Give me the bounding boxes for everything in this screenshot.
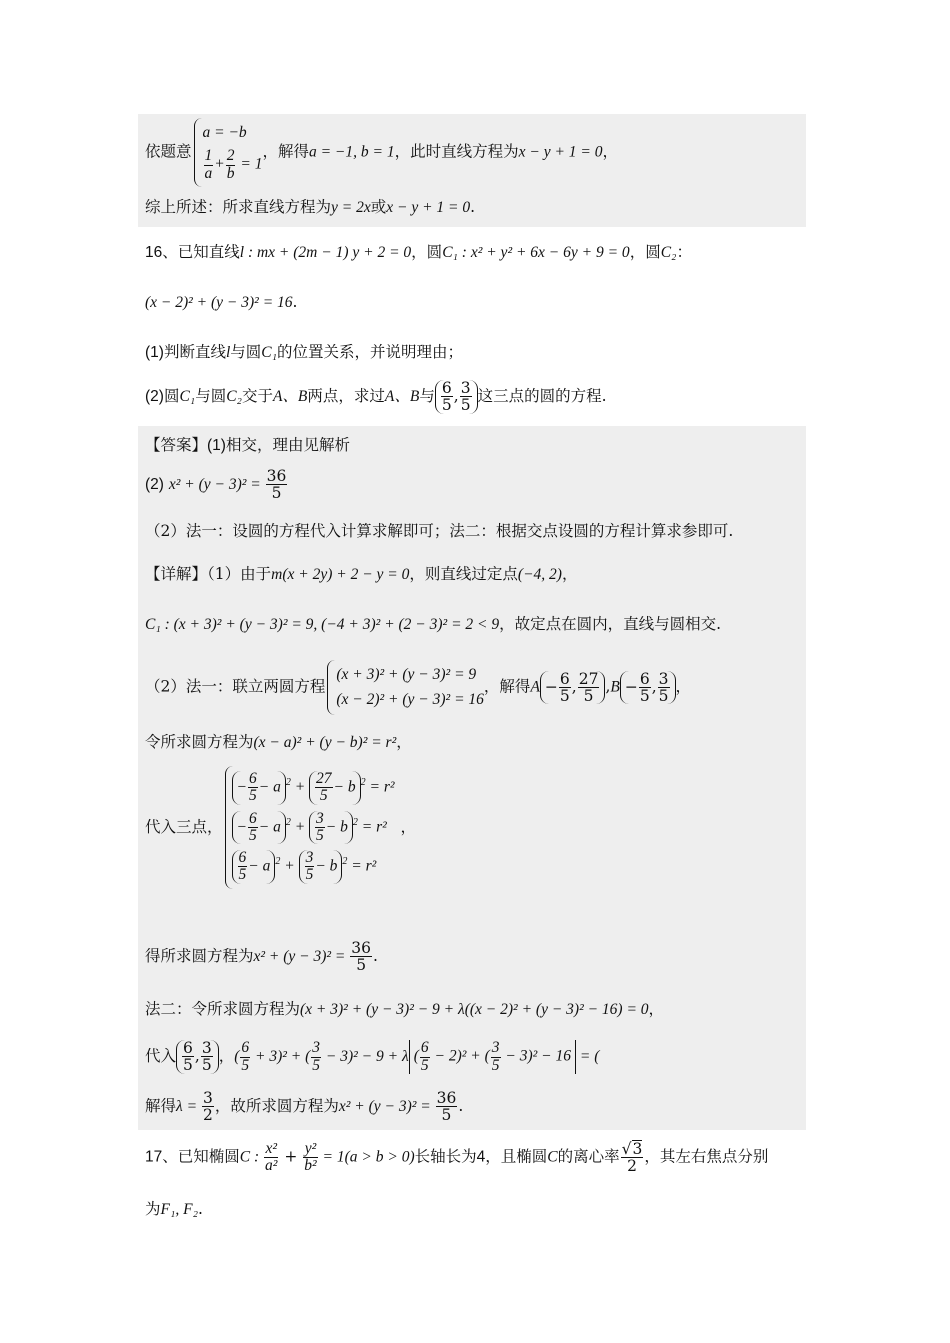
detail-result-1: 得所求圆方程为x² + (y − 3)² = $\frac{36}{5}$ .: [145, 939, 378, 975]
three-point-system: − $\frac{6}{5}$ − a $^2$ + $\frac{27}{5}$ − b $^2$ = r² − $\frac{6}{5}$ − a $^2$ + $\frac{3}{5}$ − b $^2$ = r² $\frac{6}{5}$ − a $^2$ + $\frac{3}{5}$ − b $^2$ = r²: [225, 766, 395, 889]
solution-line-1: [145, 118, 618, 187]
detail-method-2: 法二：令所求圆方程为(x + 3)² + (y − 3)² − 9 + λ((x − 2)² + (y − 3)² − 16) = 0，: [145, 1000, 665, 1018]
question-16-part-1: (1)判断直线l与圆C₁的位置关系，并说明理由；: [145, 343, 464, 361]
question-16: 16、已知直线l : mx + (2m − 1) y + 2 = 0，圆C₁ : x² + y² + 6x − 6y + 9 = 0，圆C₂：: [145, 243, 692, 261]
question-17: 17、已知椭圆C : $\frac{\text{x²}}{\text{a²}}$ + $\frac{\text{y²}}{\text{b²}}$ = 1(a > b > 0)长轴长为4，且椭圆C的离心率 $\frac{√3}{2}$ ，其左右焦点分别: [145, 1139, 769, 1176]
text: 依题意: [145, 142, 192, 161]
answer-hint: （2）法一：设圆的方程代入计算求解即可；法二：根据交点设圆的方程计算求参即可.: [145, 522, 734, 540]
detail-c1-check: C₁ : (x + 3)² + (y − 3)² = 9, (−4 + 3)² + (2 − 3)² = 2 < 9，故定点在圆内，直线与圆相交.: [145, 615, 722, 633]
text: ，: [602, 142, 619, 161]
sys-row-1: a = −b: [202, 124, 247, 141]
detail-circle-form: 令所求圆方程为(x − a)² + (y − b)² = r²，: [145, 733, 412, 751]
point-6-5-3-5: $\frac{6}{5}$ , $\frac{3}{5}$: [435, 380, 478, 414]
detail-substitute: 代入三点， − $\frac{6}{5}$ − a $^2$ + $\frac{27}{5}$ − b $^2$ = r² − $\frac{6}{5}$ − a $^2$ + $\frac{3}{5}$ − b $^2$ = r² $\frac{6}{5}$ − a $^2$ + $\frac{3}{5}$ − b $^2$ = r² ，: [145, 766, 416, 889]
text: ，解得: [262, 142, 309, 161]
detail-result-2: 解得λ = $\frac{3}{2}$ ，故所求圆方程为x² + (y − 3)² = $\frac{36}{5}$ .: [145, 1089, 464, 1125]
question-16-c2: (x − 2)² + (y − 3)² = 16.: [145, 293, 298, 311]
detail-method-2-sub: 代入 $\frac{6}{5}$ , $\frac{3}{5}$ ，( $\frac{6}{5}$ + 3)² + ( $\frac{3}{5}$ − 3)² − 9 + λ ( $\frac{6}{5}$ − 2)² + ( $\frac{3}{5}$ − 3)² − 16 = (: [145, 1039, 600, 1075]
two-circle-system: (x + 3)² + (y − 3)² = 9 (x − 2)² + (y − 3)² = 16: [327, 660, 484, 715]
summary-line: 综上所述：所求直线方程为y = 2x或x − y + 1 = 0.: [145, 198, 476, 216]
equation-system: [194, 118, 263, 187]
math: a = −1, b = 1: [308, 143, 395, 161]
answer-part-1: 【答案】(1)相交，理由见解析: [145, 436, 350, 454]
math: x − y + 1 = 0: [518, 143, 603, 161]
answer-part-2: (2) x² + (y − 3)² = $\frac{36}{5}$: [145, 467, 287, 503]
sys-row-2: $\frac{1}{a}$ + $\frac{2}{b}$ = 1: [204, 147, 263, 182]
detail-part-1: 【详解】（1）由于m(x + 2y) + 2 − y = 0，则直线过定点(−4, 2)，: [145, 565, 578, 583]
detail-method-1: （2）法一：联立两圆方程 (x + 3)² + (y − 3)² = 9 (x − 2)² + (y − 3)² = 16 ，解得A − $\frac{6}{5}$ , $\frac{27}{5}$ ,B − $\frac{6}{5}$ , $\frac{3}{5}$ ，: [145, 660, 691, 715]
text: ，此时直线方程为: [394, 142, 519, 161]
question-17-foci: 为F₁, F₂.: [145, 1200, 203, 1218]
question-16-part-2: (2)圆C₁与圆C₂交于A、B两点，求过A、B与 $\frac{6}{5}$ , $\frac{3}{5}$ 这三点的圆的方程.: [145, 379, 607, 415]
